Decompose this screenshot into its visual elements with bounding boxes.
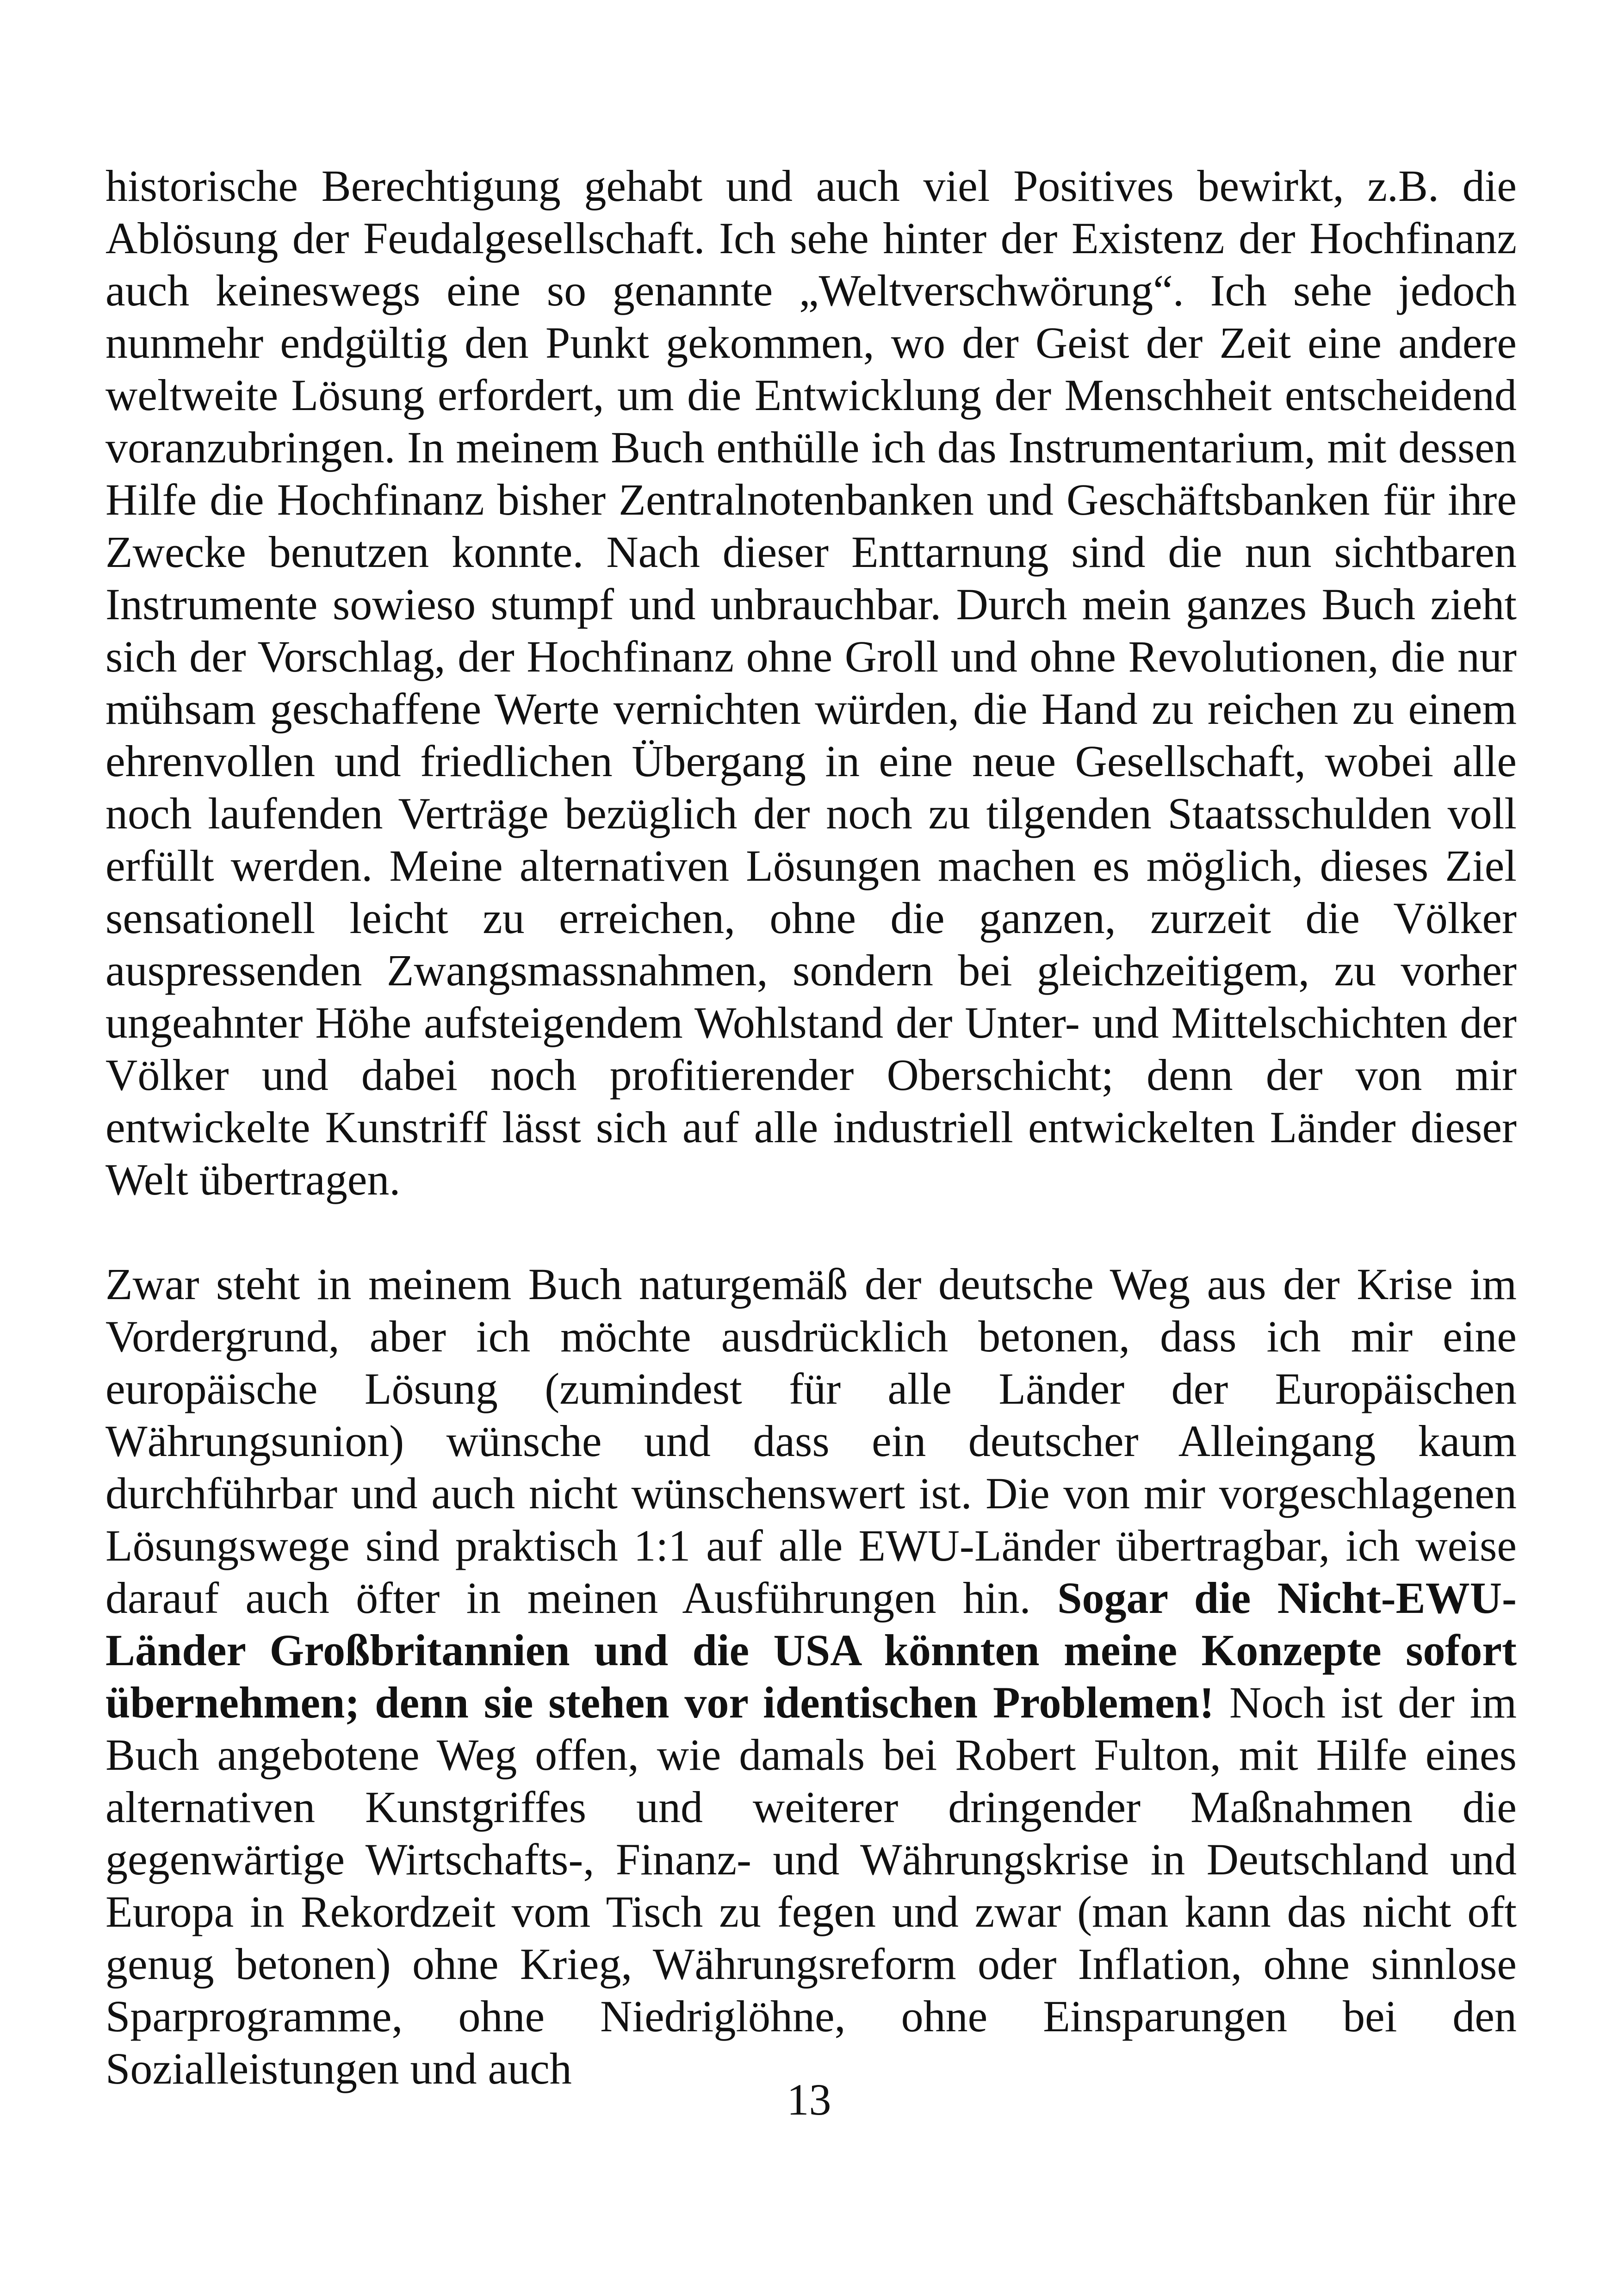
paragraph-1: historische Berechtigung gehabt und auch viel Positives bewirkt, z.B. die Ablösung der Feudalgesellschaft. Ich sehe hinter der Existenz der Hochfinanz auch keineswegs eine so genannte „Weltverschwörung“. Ich sehe jedoch nunmehr endgültig den Punkt gekommen, wo der Geist der Zeit eine andere weltweite Lösung erfordert, um die Entwicklung der Menschheit entscheidend voranzubringen. In meinem Buch enthülle ich das Instrumentarium, mit dessen Hilfe die Hochfinanz bisher Zentralnotenbanken und Geschäftsbanken für ihre Zwecke benutzen konnte. Nach dieser Enttarnung sind die nun sichtbaren Instrumente sowieso stumpf und unbrauchbar. Durch mein ganzes Buch zieht sich der Vorschlag, der Hochfinanz ohne Groll und ohne Revolutionen, die nur mühsam geschaffene Werte vernichten würden, die Hand zu reichen zu einem ehrenvollen und friedlichen Übergang in eine neue Gesellschaft, wobei alle noch laufenden Verträge bezüglich der noch zu tilgenden Staatsschulden voll erfüllt werden. Meine alternativen Lösungen machen es möglich, dieses Ziel sensationell leicht zu erreichen, ohne die ganzen, zurzeit die Völker auspressenden Zwangsmassnahmen, sondern bei gleichzeitigem, zu vorher ungeahnter Höhe aufsteigendem Wohlstand der Unter- und Mittelschichten der Völker und dabei noch profitierender Oberschicht; denn der von mir entwickelte Kunstriff lässt sich auf alle industriell entwickelten Länder dieser Welt übertragen.	[105, 161, 1517, 1204]
page-number: 13	[787, 2075, 831, 2124]
paragraph-2-bold-emphasis: Sogar die Nicht-EWU-Länder Großbritannien und die USA könnten meine Konzepte sofort übernehmen; denn sie stehen vor identischen Problemen!	[105, 1573, 1517, 1727]
paragraph-2-start: Zwar steht in meinem Buch naturgemäß der deutsche Weg aus der Krise im Vordergrund, aber ich möchte ausdrücklich betonen, dass ich mir eine europäische Lösung (zumindest für alle Länder der Europäischen Währungsunion) wünsche und dass ein deutscher Alleingang kaum durchführbar und auch nicht wünschenswert ist. Die von mir vorgeschlagenen Lösungswege sind praktisch 1:1 auf alle EWU-Länder übertragbar, ich weise darauf auch öfter in meinen Ausführungen hin.	[105, 1259, 1517, 1623]
paragraph-2	[105, 1258, 1517, 2095]
paragraph-2-end: Noch ist der im Buch angebotene Weg offen, wie damals bei Robert Fulton, mit Hilfe eines alternativen Kunstgriffes und weiterer dringender Maßnahmen die gegenwärtige Wirtschafts-, Finanz- und Währungskrise in Deutschland und Europa in Rekordzeit vom Tisch zu fegen und zwar (man kann das nicht oft genug betonen) ohne Krieg, Währungsreform oder Inflation, ohne sinnlose Sparprogramme, ohne Niedriglöhne, ohne Einsparungen bei den Sozialleistungen und auch	[105, 1678, 1517, 2093]
body-text	[105, 160, 1517, 2095]
paragraph-spacer	[105, 1206, 1517, 1258]
